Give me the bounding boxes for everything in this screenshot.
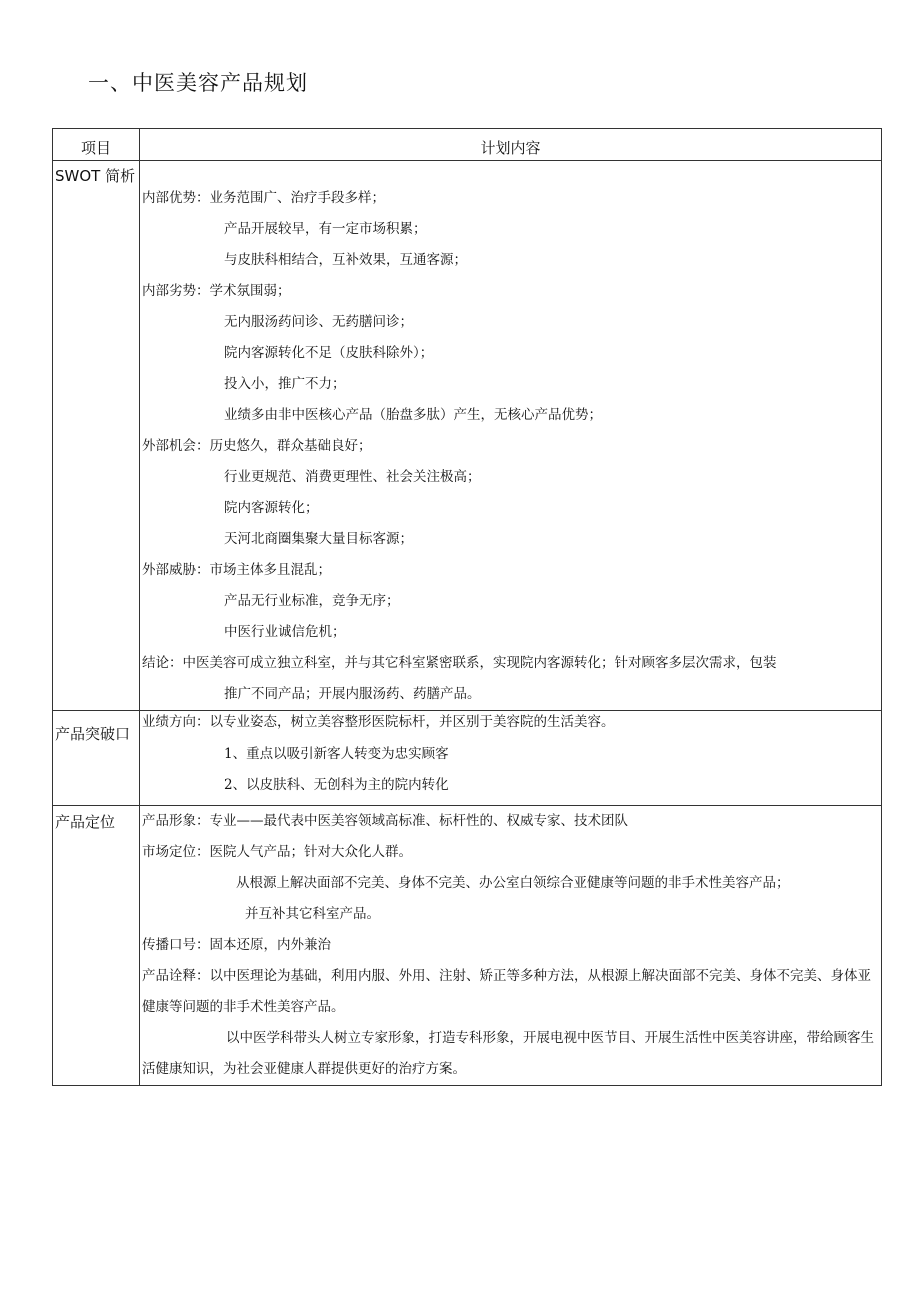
positioning-content [140,806,882,1086]
swot-conclusion-line: 结论：中医美容可成立独立科室，并与其它科室紧密联系，实现院内客源转化；针对顾客多层次需求，包装 [142,655,777,671]
swot-line: 外部机会：历史悠久，群众基础良好； [142,438,372,454]
row-label-breakthrough: 产品突破口 [53,711,140,806]
table-row-breakthrough [53,711,882,806]
breakthrough-content [140,711,882,806]
swot-line: 与皮肤科相结合，互补效果，互通客源； [224,252,467,268]
breakthrough-line: 业绩方向：以专业姿态，树立美容整形医院标杆，并区别于美容院的生活美容。 [142,714,615,730]
breakthrough-line: 2、以皮肤科、无创科为主的院内转化 [224,777,449,793]
swot-line: 中医行业诚信危机； [224,624,346,640]
swot-line: 院内客源转化不足（皮肤科除外）； [224,345,434,361]
row-label-swot: SWOT 简析 [53,161,140,711]
swot-conclusion-line: 推广不同产品；开展内服汤药、药膳产品。 [224,686,481,702]
header-content-label: 计划内容 [480,139,541,157]
positioning-line: 以中医学科带头人树立专家形象，打造专科形象，开展电视中医节目、开展生活性中医美容讲座，带给顾客生活健康知识，为社会亚健康人群提供更好的治疗方案。 [142,1030,874,1077]
positioning-line: 并互补其它科室产品。 [245,906,380,922]
swot-content [140,161,882,711]
row-label-positioning: 产品定位 [53,806,140,1086]
header-item [53,129,140,161]
page-title: 一、中医美容产品规划 [88,71,308,95]
swot-line: 产品开展较早，有一定市场积累； [224,221,427,237]
positioning-line: 产品形象：专业——最代表中医美容领域高标准、标杆性的、权威专家、技术团队 [142,813,628,829]
swot-line: 投入小，推广不力； [224,376,346,392]
swot-line: 产品无行业标准，竞争无序； [224,593,400,609]
swot-line: 内部优势：业务范围广、治疗手段多样； [142,190,385,206]
swot-line: 外部威胁：市场主体多且混乱； [142,562,331,578]
positioning-line: 产品诠释：以中医理论为基础，利用内服、外用、注射、矫正等多种方法，从根源上解决面部不完美、身体不完美、身体亚健康等问题的非手术性美容产品。 [142,968,871,1015]
swot-line: 无内服汤药问诊、无药膳问诊； [224,314,413,330]
swot-line: 天河北商圈集聚大量目标客源； [224,531,413,547]
positioning-line: 从根源上解决面部不完美、身体不完美、办公室白领综合亚健康等问题的非手术性美容产品； [236,875,790,891]
swot-line: 内部劣势：学术氛围弱； [142,283,291,299]
plan-table [52,128,882,1086]
table-row-swot [53,161,882,711]
header-item-label: 项目 [80,139,111,157]
header-content [140,129,882,161]
positioning-line: 市场定位：医院人气产品；针对大众化人群。 [142,844,412,860]
breakthrough-line: 1、重点以吸引新客人转变为忠实顾客 [224,746,449,762]
positioning-line: 传播口号：固本还原，内外兼治 [142,937,331,953]
table-header-row [53,129,882,161]
swot-line: 业绩多由非中医核心产品（胎盘多肽）产生，无核心产品优势； [224,407,602,423]
swot-line: 行业更规范、消费更理性、社会关注极高； [224,469,481,485]
table-row-positioning [53,806,882,1086]
swot-line: 院内客源转化； [224,500,319,516]
